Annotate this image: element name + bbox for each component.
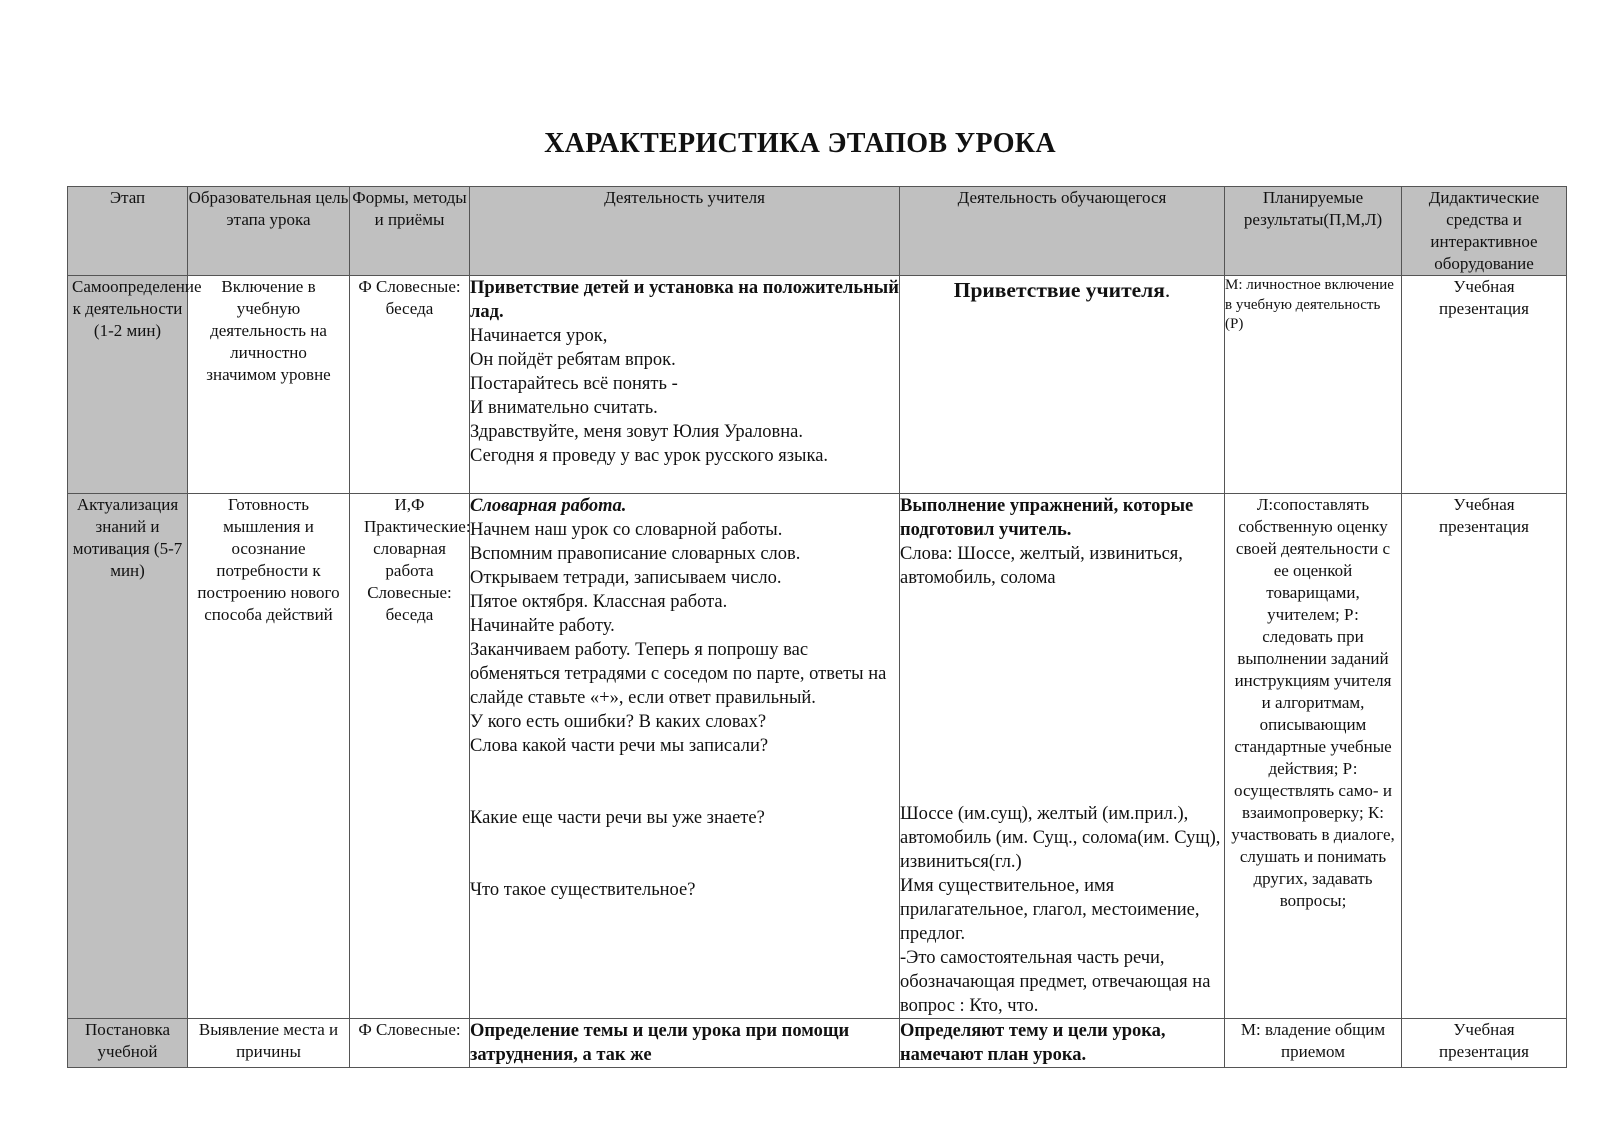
teacher-line: Сегодня я проведу у вас урок русского языка. — [470, 446, 829, 466]
header-planned-results: Планируемые результаты(П,М,Л) — [1225, 187, 1402, 276]
results-cell: Л:сопоставлять собственную оценку своей деятельности с ее оценкой товарищами, учителем; Р: следовать при выполнении заданий инструкциям учителя и алгоритмам, описывающим стандартные учебные действия; Р: осуществлять само- и взаимопроверку; К: участвовать в диалоге, слушать и понимать других, задавать вопросы; — [1225, 494, 1402, 1019]
teacher-heading: Словарная работа. — [470, 496, 627, 516]
teacher-line: Он пойдёт ребятам впрок. — [470, 350, 676, 370]
table-header-row — [68, 187, 1567, 276]
teacher-line: И внимательно считать. — [470, 398, 658, 418]
methods-cell: Ф Словесные: беседа — [350, 276, 470, 494]
student-activity-cell — [900, 276, 1225, 494]
tools-cell: Учебная презентация — [1402, 276, 1567, 494]
student-answer: Шоссе (им.сущ), желтый (им.прил.), автомобиль (им. Сущ., солома(им. Сущ), извиниться(гл.) — [900, 804, 1221, 872]
document-title: ХАРАКТЕРИСТИКА ЭТАПОВ УРОКА — [544, 128, 1056, 159]
student-heading — [900, 276, 1224, 303]
methods-cell: И,Ф Практические: словарная работа Словесные: беседа — [350, 494, 470, 1019]
student-activity-cell — [900, 1019, 1225, 1068]
results-cell: М: владение общим приемом — [1225, 1019, 1402, 1068]
stage-cell: Постановка учебной — [68, 1019, 188, 1068]
header-student-activity: Деятельность обучающегося — [900, 187, 1225, 276]
teacher-line: Вспомним правописание словарных слов. — [470, 544, 801, 564]
tools-cell: Учебная презентация — [1402, 494, 1567, 1019]
lesson-stages-table — [67, 186, 1567, 1068]
header-didactic-tools: Дидактические средства и интерактивное оборудование — [1402, 187, 1567, 276]
student-answer: -Это самостоятельная часть речи, обозначающая предмет, отвечающая на вопрос : Кто, что. — [900, 948, 1211, 1016]
stage-cell: Актуализация знаний и мотивация (5-7 мин) — [68, 494, 188, 1019]
header-stage: Этап — [68, 187, 188, 276]
stage-cell: Самоопределение к деятельности (1-2 мин) — [68, 276, 188, 494]
teacher-heading: Приветствие детей и установка на положительный лад. — [470, 278, 899, 322]
student-words: Слова: Шоссе, желтый, извиниться, автомобиль, солома — [900, 544, 1183, 588]
teacher-line: Открываем тетради, записываем число. — [470, 568, 782, 588]
teacher-line: Заканчиваем работу. Теперь я попрошу вас обменяться тетрадями с соседом по парте, ответы на слайде ставьте «+», если ответ правильный. — [470, 640, 887, 708]
goal-cell: Включение в учебную деятельность на личностно значимом уровне — [188, 276, 350, 494]
table-row — [68, 494, 1567, 1019]
table-row — [68, 276, 1567, 494]
table-row — [68, 1019, 1567, 1068]
teacher-line: У кого есть ошибки? В каких словах? — [470, 712, 767, 732]
teacher-line: Начинайте работу. — [470, 616, 615, 636]
header-teacher-activity: Деятельность учителя — [470, 187, 900, 276]
teacher-line: Пятое октября. Классная работа. — [470, 592, 728, 612]
teacher-activity-cell — [470, 276, 900, 494]
tools-cell: Учебная презентация — [1402, 1019, 1567, 1068]
student-heading: Определяют тему и цели урока, намечают план урока. — [900, 1021, 1166, 1065]
header-goal: Образовательная цель этапа урока — [188, 187, 350, 276]
goal-cell: Готовность мышления и осознание потребности к построению нового способа действий — [188, 494, 350, 1019]
spacer — [470, 758, 899, 806]
teacher-line: Слова какой части речи мы записали? — [470, 736, 769, 756]
teacher-question: Что такое существительное? — [470, 880, 696, 900]
teacher-heading: Определение темы и цели урока при помощи затруднения, а так же — [470, 1021, 850, 1065]
results-cell: М: личностное включение в учебную деятельность (Р) — [1225, 276, 1402, 494]
teacher-question: Какие еще части речи вы уже знаете? — [470, 808, 765, 828]
teacher-line: Здравствуйте, меня зовут Юлия Ураловна. — [470, 422, 803, 442]
teacher-line: Постарайтесь всё понять - — [470, 374, 678, 394]
spacer — [470, 830, 899, 878]
teacher-line: Начнем наш урок со словарной работы. — [470, 520, 783, 540]
student-heading-end: . — [1164, 278, 1171, 302]
student-answer: Имя существительное, имя прилагательное, глагол, местоимение, предлог. — [900, 876, 1200, 944]
teacher-line: Начинается урок, — [470, 326, 608, 346]
student-activity-cell — [900, 494, 1225, 1019]
student-heading: Выполнение упражнений, которые подготовил учитель. — [900, 496, 1194, 540]
header-methods: Формы, методы и приёмы — [350, 187, 470, 276]
teacher-activity-cell — [470, 494, 900, 1019]
goal-cell: Выявление места и причины — [188, 1019, 350, 1068]
spacer — [900, 590, 1224, 802]
teacher-activity-cell — [470, 1019, 900, 1068]
student-heading-text: Приветствие учителя — [953, 278, 1165, 302]
methods-cell: Ф Словесные: — [350, 1019, 470, 1068]
